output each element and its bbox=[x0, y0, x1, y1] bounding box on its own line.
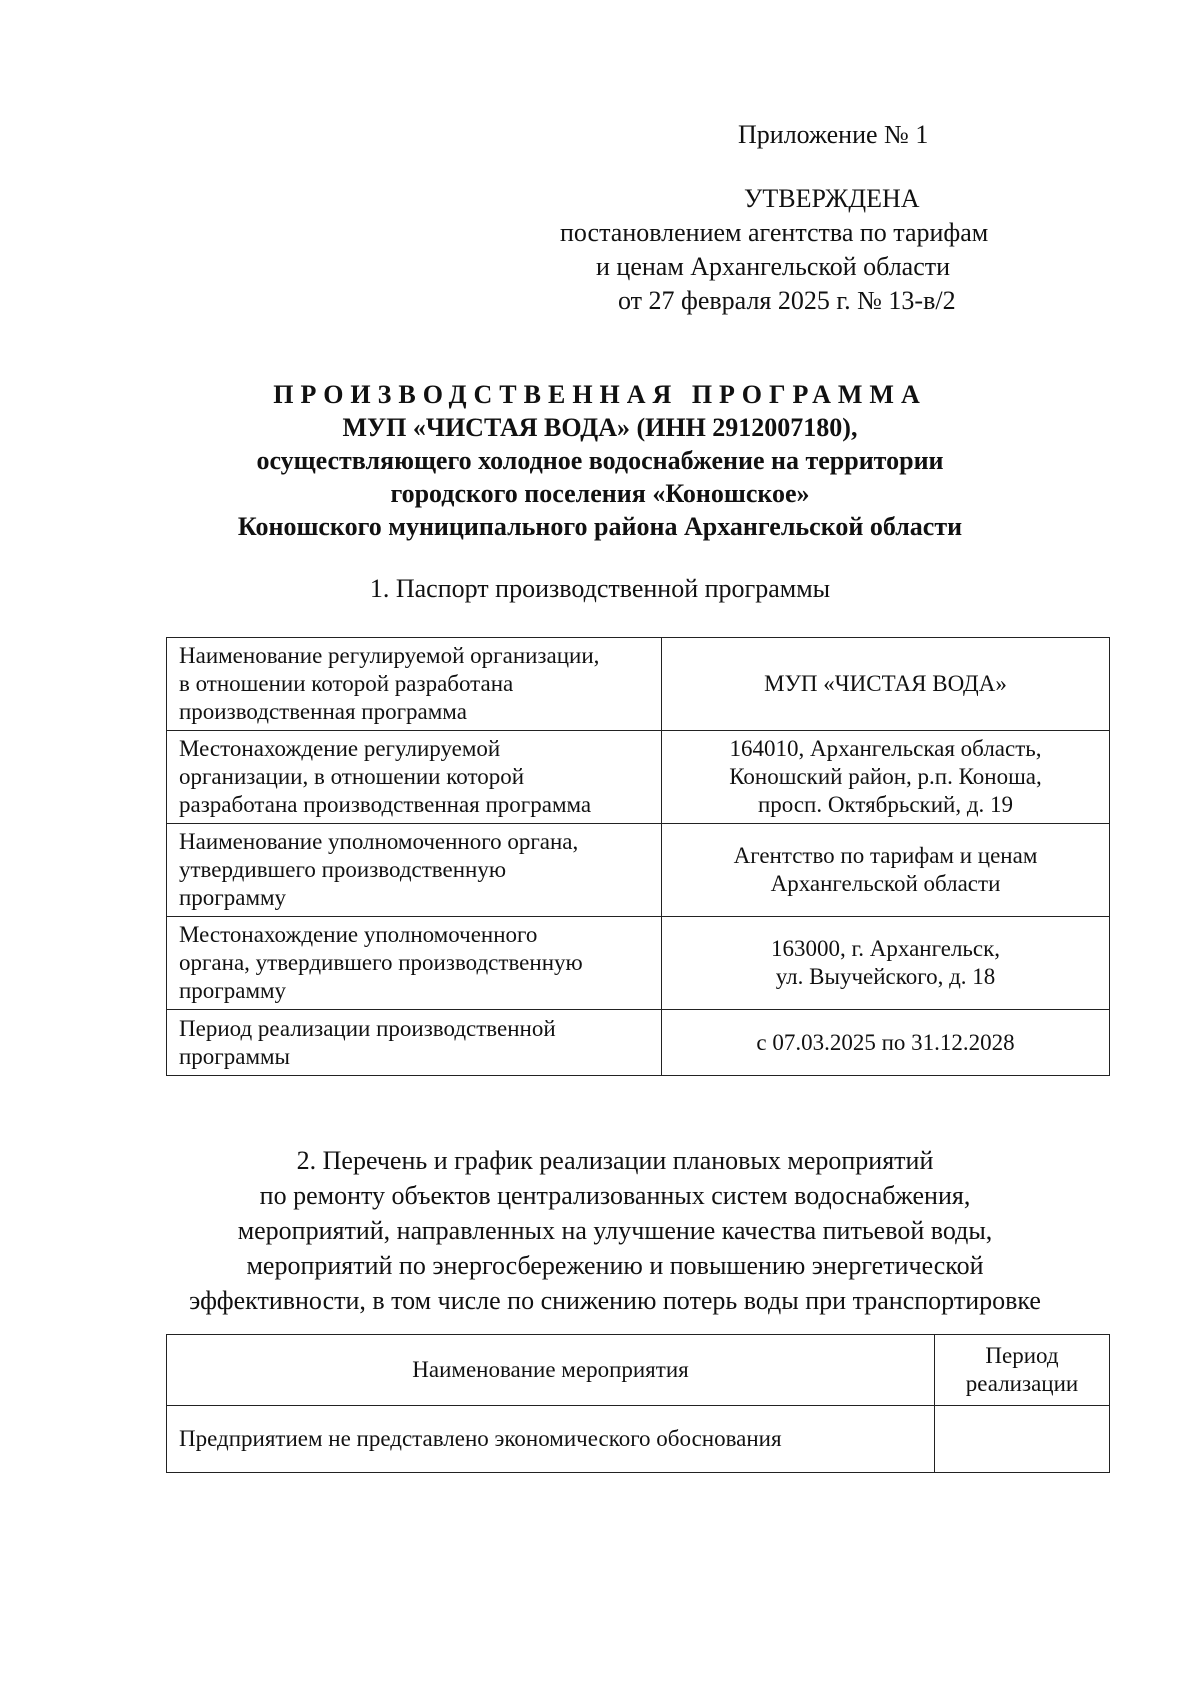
passport-value-text: Агентство по тарифам и ценам bbox=[733, 843, 1038, 868]
passport-label-text: органа, утвердившего производственную bbox=[179, 950, 583, 975]
column-header-period bbox=[935, 1335, 1110, 1406]
passport-value-cell bbox=[662, 1010, 1110, 1076]
passport-table bbox=[166, 637, 1110, 1076]
section-2-heading-line: 2. Перечень и график реализации плановых мероприятий bbox=[296, 1146, 934, 1175]
column-header-period-line: Период bbox=[985, 1343, 1059, 1368]
approved-label: УТВЕРЖДЕНА bbox=[744, 184, 920, 213]
passport-label-text: Наименование уполномоченного органа, bbox=[179, 829, 579, 854]
table-row bbox=[167, 1406, 1110, 1473]
approval-line-2: и ценам Архангельской области bbox=[596, 252, 951, 281]
passport-value-text: просп. Октябрьский, д. 19 bbox=[757, 792, 1014, 817]
section-2-heading-line: эффективности, в том числе по снижению потерь воды при транспортировке bbox=[189, 1286, 1041, 1315]
table-row bbox=[167, 731, 1110, 824]
section-2-heading-line: мероприятий, направленных на улучшение качества питьевой воды, bbox=[237, 1216, 993, 1245]
document-title bbox=[150, 378, 1050, 543]
section-1-heading: 1. Паспорт производственной программы bbox=[369, 574, 831, 603]
measure-period-cell bbox=[935, 1406, 1110, 1473]
title-line-5: Коношского муниципального района Архангельской области bbox=[237, 512, 963, 541]
passport-value-text: ул. Выучейского, д. 18 bbox=[775, 964, 996, 989]
passport-label-cell bbox=[167, 824, 662, 917]
appendix-label: Приложение № 1 bbox=[738, 120, 929, 149]
measures-table bbox=[166, 1334, 1110, 1473]
title-line-3: осуществляющего холодное водоснабжение на территории bbox=[256, 446, 944, 475]
passport-label-text: разработана производственная программа bbox=[179, 792, 592, 817]
passport-label-text: Местонахождение уполномоченного bbox=[179, 922, 538, 947]
title-line-1: ПРОИЗВОДСТВЕННАЯ ПРОГРАММА bbox=[273, 380, 927, 409]
title-line-2: МУП «ЧИСТАЯ ВОДА» (ИНН 2912007180), bbox=[342, 413, 858, 442]
passport-label-cell bbox=[167, 638, 662, 731]
passport-label-text: утвердившего производственную bbox=[179, 857, 507, 882]
title-line-4: городского поселения «Коношское» bbox=[390, 479, 810, 508]
table-header-row bbox=[167, 1335, 1110, 1406]
table-row bbox=[167, 638, 1110, 731]
passport-value-text: 164010, Архангельская область, bbox=[729, 736, 1042, 761]
passport-label-text: Период реализации производственной bbox=[179, 1015, 556, 1041]
passport-label-text: Наименование регулируемой организации, bbox=[179, 643, 600, 668]
passport-label-text: программы bbox=[179, 1043, 291, 1069]
passport-label-text: Местонахождение регулируемой bbox=[179, 736, 501, 761]
passport-label-cell bbox=[167, 1010, 662, 1076]
table-row bbox=[167, 1010, 1110, 1076]
passport-value-text: МУП «ЧИСТАЯ ВОДА» bbox=[764, 671, 1007, 696]
section-2-heading bbox=[150, 1143, 1080, 1318]
passport-value-cell bbox=[662, 731, 1110, 824]
passport-value-text: Коношский район, р.п. Коноша, bbox=[729, 764, 1042, 789]
column-header-period-line: реализации bbox=[965, 1371, 1079, 1396]
passport-label-text: производственная программа bbox=[179, 699, 467, 724]
section-2-heading-line: мероприятий по энергосбережению и повышению энергетической bbox=[246, 1251, 984, 1280]
column-header-name: Наименование мероприятия bbox=[167, 1335, 935, 1406]
passport-label-cell bbox=[167, 731, 662, 824]
measure-name-cell: Предприятием не представлено экономического обоснования bbox=[167, 1406, 935, 1473]
passport-value-cell bbox=[662, 917, 1110, 1010]
passport-label-text: организации, в отношении которой bbox=[179, 764, 524, 789]
approval-line-1: постановлением агентства по тарифам bbox=[560, 218, 989, 247]
passport-label-cell bbox=[167, 917, 662, 1010]
section-2-heading-line: по ремонту объектов централизованных систем водоснабжения, bbox=[259, 1181, 971, 1210]
table-row bbox=[167, 917, 1110, 1010]
passport-value-text: 163000, г. Архангельск, bbox=[770, 936, 1001, 961]
passport-value-cell bbox=[662, 824, 1110, 917]
table-row bbox=[167, 824, 1110, 917]
approval-line-3: от 27 февраля 2025 г. № 13-в/2 bbox=[618, 286, 956, 315]
passport-value-cell bbox=[662, 638, 1110, 731]
passport-label-text: программу bbox=[179, 885, 287, 910]
passport-label-text: в отношении которой разработана bbox=[179, 671, 514, 696]
passport-label-text: программу bbox=[179, 978, 287, 1003]
passport-value-text: с 07.03.2025 по 31.12.2028 bbox=[756, 1029, 1015, 1055]
passport-value-text: Архангельской области bbox=[770, 871, 1001, 896]
